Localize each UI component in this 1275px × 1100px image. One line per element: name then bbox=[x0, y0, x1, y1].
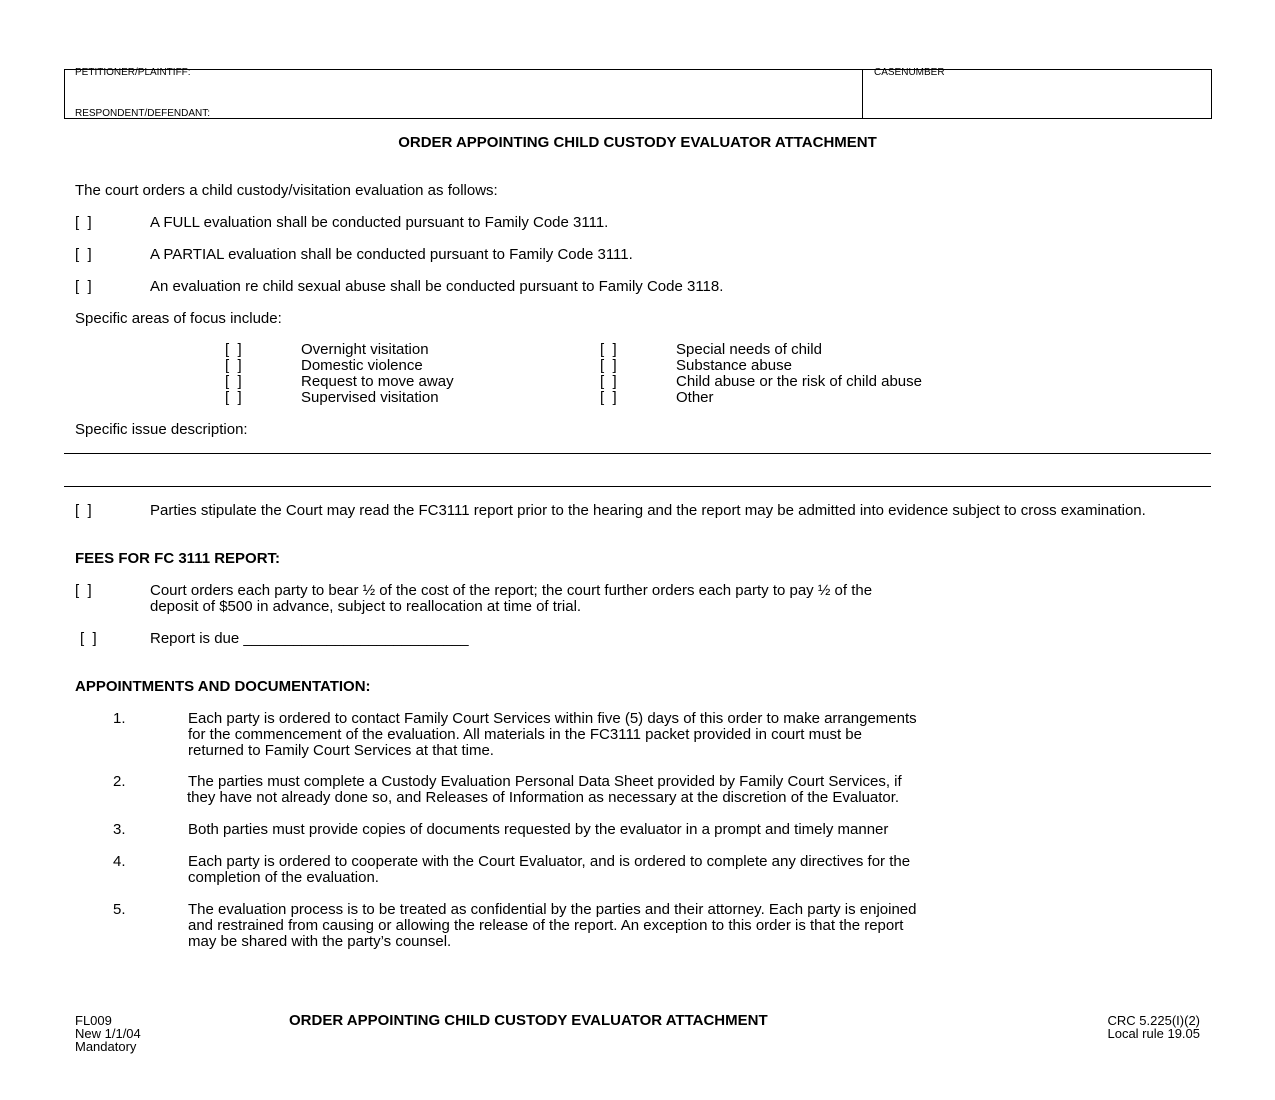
caption-box bbox=[64, 69, 1212, 119]
footer-mandatory: Mandatory bbox=[75, 1039, 137, 1054]
focus-other: Other bbox=[676, 389, 714, 406]
checkbox-fees[interactable]: [ ] bbox=[75, 582, 92, 599]
appointment-number: 3. bbox=[113, 821, 126, 838]
appointment-5-line-3: may be shared with the party’s counsel. bbox=[188, 933, 452, 950]
fees-heading: FEES FOR FC 3111 REPORT: bbox=[75, 550, 281, 567]
checkbox-partial-evaluation[interactable]: [ ] bbox=[75, 246, 92, 263]
checkbox-child-abuse[interactable]: [ ] bbox=[600, 373, 617, 390]
appointments-heading: APPOINTMENTS AND DOCUMENTATION: bbox=[75, 678, 371, 695]
option-full-evaluation: A FULL evaluation shall be conducted pursuant to Family Code 3111. bbox=[150, 214, 609, 231]
appointment-4-line-2: completion of the evaluation. bbox=[188, 869, 379, 886]
focus-move-away: Request to move away bbox=[301, 373, 454, 390]
focus-supervised-visitation: Supervised visitation bbox=[301, 389, 439, 406]
appointment-3-line-1: Both parties must provide copies of documents requested by the evaluator in a prompt and timely manner bbox=[188, 821, 889, 838]
checkbox-substance-abuse[interactable]: [ ] bbox=[600, 357, 617, 374]
appointment-5-line-1: The evaluation process is to be treated as confidential by the parties and their attorney. Each party is enjoined bbox=[188, 901, 917, 918]
checkbox-overnight-visitation[interactable]: [ ] bbox=[225, 341, 242, 358]
footer-crc: CRC 5.225(I)(2) bbox=[1107, 1013, 1200, 1028]
option-sexual-abuse-evaluation: An evaluation re child sexual abuse shall be conducted pursuant to Family Code 3118. bbox=[150, 278, 724, 295]
caption-divider bbox=[862, 69, 863, 118]
focus-substance-abuse: Substance abuse bbox=[676, 357, 792, 374]
focus-overnight-visitation: Overnight visitation bbox=[301, 341, 429, 358]
appointment-number: 2. bbox=[113, 773, 126, 790]
checkbox-stipulation[interactable]: [ ] bbox=[75, 502, 92, 519]
appointment-1-line-3: returned to Family Court Services at that time. bbox=[188, 742, 494, 759]
fees-text-line-1: Court orders each party to bear ½ of the cost of the report; the court further orders each party to pay ½ of the bbox=[150, 582, 873, 599]
focus-domestic-violence: Domestic violence bbox=[301, 357, 423, 374]
checkbox-supervised-visitation[interactable]: [ ] bbox=[225, 389, 242, 406]
intro-text: The court orders a child custody/visitation evaluation as follows: bbox=[75, 182, 498, 199]
footer-form-id: FL009 bbox=[75, 1013, 112, 1028]
appointment-number: 1. bbox=[113, 710, 126, 727]
issue-line-1[interactable] bbox=[64, 453, 1211, 454]
checkbox-domestic-violence[interactable]: [ ] bbox=[225, 357, 242, 374]
checkbox-other[interactable]: [ ] bbox=[600, 389, 617, 406]
appointment-4-line-1: Each party is ordered to cooperate with the Court Evaluator, and is ordered to complete any directives for the bbox=[188, 853, 911, 870]
issue-line-2[interactable] bbox=[64, 486, 1211, 487]
appointment-1-line-2: for the commencement of the evaluation. All materials in the FC3111 packet provided in court must be bbox=[188, 726, 862, 743]
appointment-1-line-1: Each party is ordered to contact Family Court Services within five (5) days of this order to make arrangements bbox=[188, 710, 917, 727]
appointment-number: 4. bbox=[113, 853, 126, 870]
checkbox-sexual-abuse-evaluation[interactable]: [ ] bbox=[75, 278, 92, 295]
stipulation-text: Parties stipulate the Court may read the FC3111 report prior to the hearing and the report may be admitted into evidence subject to cross examination. bbox=[150, 502, 1146, 519]
footer-title: ORDER APPOINTING CHILD CUSTODY EVALUATOR ATTACHMENT bbox=[289, 1012, 768, 1029]
footer-new-date: New 1/1/04 bbox=[75, 1026, 141, 1041]
appointment-2-line-2: they have not already done so, and Releases of Information as necessary at the discretion of the Evaluator. bbox=[187, 789, 900, 806]
appointment-5-line-2: and restrained from causing or allowing the release of the report. An exception to this order is that the report bbox=[188, 917, 904, 934]
footer-local-rule: Local rule 19.05 bbox=[1107, 1026, 1200, 1041]
page-title: ORDER APPOINTING CHILD CUSTODY EVALUATOR ATTACHMENT bbox=[398, 134, 877, 151]
checkbox-full-evaluation[interactable]: [ ] bbox=[75, 214, 92, 231]
report-due-text: Report is due ___________________________ bbox=[150, 630, 469, 647]
fees-text-line-2: deposit of $500 in advance, subject to reallocation at time of trial. bbox=[150, 598, 582, 615]
option-partial-evaluation: A PARTIAL evaluation shall be conducted pursuant to Family Code 3111. bbox=[150, 246, 633, 263]
petitioner-label: PETITIONER/PLAINTIFF: bbox=[75, 67, 191, 78]
appointment-number: 5. bbox=[113, 901, 126, 918]
respondent-label: RESPONDENT/DEFENDANT: bbox=[75, 108, 211, 119]
checkbox-report-due[interactable]: [ ] bbox=[80, 630, 97, 647]
checkbox-move-away[interactable]: [ ] bbox=[225, 373, 242, 390]
issue-label: Specific issue description: bbox=[75, 421, 248, 438]
focus-special-needs: Special needs of child bbox=[676, 341, 822, 358]
case-number-label: CASENUMBER bbox=[874, 67, 945, 78]
focus-label: Specific areas of focus include: bbox=[75, 310, 282, 327]
focus-child-abuse: Child abuse or the risk of child abuse bbox=[676, 373, 922, 390]
checkbox-special-needs[interactable]: [ ] bbox=[600, 341, 617, 358]
appointment-2-line-1: The parties must complete a Custody Evaluation Personal Data Sheet provided by Family Court Services, if bbox=[188, 773, 902, 790]
